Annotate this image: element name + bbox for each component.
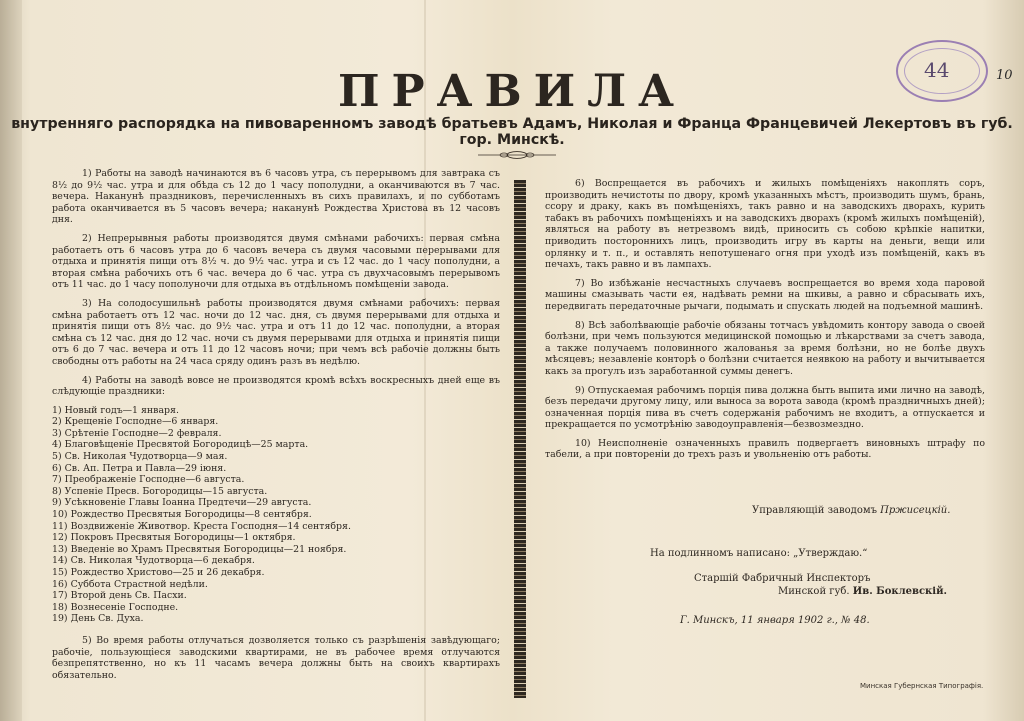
inspector-area: Минской губ.	[778, 586, 850, 597]
approval-note: На подлинномъ написано: „Утверждаю.“	[650, 548, 868, 559]
right-column	[545, 178, 985, 468]
holiday-item: 3) Срѣтеніе Господне—2 февраля.	[52, 427, 222, 439]
holiday-item: 1) Новый годъ—1 января.	[52, 404, 179, 416]
inspector-signature	[778, 586, 947, 597]
column-divider	[514, 180, 526, 698]
holiday-item: 2) Крещеніе Господне—6 января.	[52, 416, 219, 428]
inspector-label: Старшій Фабричный Инспекторъ	[694, 573, 871, 584]
holiday-item: 19) День Св. Духа.	[52, 613, 144, 625]
date-line: Г. Минскъ, 11 января 1902 г., № 48.	[680, 615, 870, 626]
holiday-item: 7) Преображеніе Господне—6 августа.	[52, 474, 245, 486]
holiday-item: 17) Второй день Св. Пасхи.	[52, 590, 187, 602]
rule-3: 3) На солодосушильнѣ работы производятся двумя смѣнами рабочихъ: первая смѣна работаетъ отъ 12 час. ночи до 12 час. дня, съ двумя перерывами для отдыха и принятія пищи отъ 8½ час. до 9½ час. утра и отъ 11 до 12 час. пополудни, а вторая смѣна съ 12 час. дня до 12 час. ночи съ двумя перерывами для отдыха и принятія пищи отъ 6 до 7 час. вечера и отъ 11 до 12 часовъ ночи; при чемъ всѣ рабочіе должны быть свободны отъ работы на 24 часа сряду одинъ разъ въ недѣлю.	[52, 297, 500, 367]
holiday-item: 11) Воздвиженіе Животвор. Креста Господня—14 сентября.	[52, 520, 351, 532]
holiday-item: 4) Благовѣщеніе Пресвятой Богородицѣ—25 марта.	[52, 439, 309, 451]
manager-name: Пржисецкій.	[880, 505, 951, 516]
left-column	[52, 168, 500, 688]
holiday-item: 13) Введеніе во Храмъ Пресвятыя Богородицы—21 ноября.	[52, 543, 347, 555]
holiday-item: 15) Рождество Христово—25 и 26 декабря.	[52, 567, 265, 578]
page-number: 10	[996, 68, 1013, 83]
stamp-number: 44	[924, 58, 950, 82]
holiday-item: 14) Св. Николая Чудотворца—6 декабря.	[52, 555, 255, 567]
manager-label: Управляющій заводомъ	[752, 505, 877, 516]
ornament-divider	[478, 150, 556, 160]
document-subtitle: внутренняго распорядка на пивоваренномъ заводѣ братьевъ Адамъ, Николая и Франца Францевичей Лекертовъ въ губ. гор. Минскѣ.	[11, 116, 1013, 148]
holiday-item: 8) Успеніе Пресв. Богородицы—15 августа.	[52, 485, 268, 497]
rule-4: 4) Работы на заводѣ вовсе не производятся кромѣ всѣхъ воскресныхъ дней еще въ слѣдующіе праздники:	[52, 374, 500, 398]
holiday-item: 12) Покровъ Пресвятыя Богородицы—1 октября.	[52, 532, 296, 544]
holiday-item: 16) Суббота Страстной недѣли.	[52, 578, 208, 590]
holiday-item: 10) Рождество Пресвятыя Богородицы—8 сентября.	[52, 509, 312, 521]
holiday-item: 9) Усѣкновеніе Главы Іоанна Предтечи—29 августа.	[52, 497, 312, 509]
manager-signature	[752, 505, 950, 516]
rule-7: 7) Во избѣжаніе несчастныхъ случаевъ воспрещается во время хода паровой машины смазывать части ея, надѣвать ремни на шкивы, а равно и сбрасывать ихъ, передвигать передаточные рычаги, подымать и спускать людей на подъемной машинѣ.	[545, 277, 985, 312]
rule-9: 9) Отпускаемая рабочимъ порція пива должна быть выпита ими лично на заводѣ, безъ передачи другому лицу, или выноса за ворота завода (кромѣ праздничныхъ дней); означенная порція пива въ счетъ содержанія рабочимъ не входитъ, а отпускается и прекращается по усмотрѣнію заводоуправленія—безвозмездно.	[545, 384, 985, 431]
rule-8: 8) Всѣ заболѣвающіе рабочіе обязаны тотчасъ увѣдомить контору завода о своей болѣзни, при чемъ пользуются медицинской помощью и лѣкарствами за счетъ завода, а также получаемъ половинного жалованья за время болѣзни, но не болѣе двухъ мѣсяцевъ; незавленіе конторѣ о болѣзни считается неявкою на работу и вычитывается какъ за прогулъ изъ заработанной суммы денегъ.	[545, 319, 985, 377]
holiday-item: 18) Вознесеніе Господне.	[52, 601, 179, 613]
rule-6: 6) Воспрещается въ рабочихъ и жилыхъ помѣщеніяхъ накоплять соръ, производить нечистоты по двору, кромѣ указанныхъ мѣстъ, производить шумъ, брань, ссору и драку, какъ въ помѣщеніяхъ, такъ равно и на заводскихъ дворахъ, курить табакъ въ рабочихъ помѣщеніяхъ и на заводскихъ дворахъ (кромѣ жилыхъ помѣщеній), являться на работу въ нетрезвомъ видѣ, приносить съ собою крѣпкіе напитки, приводить постороннихъ лицъ, производить игру въ карты на деньги, вещи или орлянку и т. п., и оставлять непотушенаго огня при уходѣ изъ помѣщеній, какъ въ печахъ, такъ равно и въ лампахъ.	[545, 178, 985, 271]
holiday-item: 6) Св. Ап. Петра и Павла—29 іюня.	[52, 462, 227, 474]
printer-imprint: Минская Губернская Типографія.	[860, 682, 984, 690]
document-title: ПРАВИЛА	[338, 66, 686, 117]
holiday-list	[52, 405, 500, 625]
rule-10: 10) Неисполненіе означенныхъ правилъ подвергаетъ виновныхъ штрафу по табели, а при повтореніи до трехъ разъ и увольненію отъ работы.	[545, 437, 985, 461]
holiday-item: 5) Св. Николая Чудотворца—9 мая.	[52, 451, 228, 463]
inspector-name: Ив. Боклевскій.	[852, 586, 947, 597]
rule-5: 5) Во время работы отлучаться дозволяется только съ разрѣшенія завѣдующаго; рабочіе, пользующіеся заводскими квартирами, не въ рабочее время отлучаются безпрепятственно, но къ 11 часамъ вечера должны быть на своихъ квартирахъ обязательно.	[52, 634, 500, 681]
rule-2: 2) Непрерывныя работы производятся двумя смѣнами рабочихъ: первая смѣна работаетъ отъ 6 часовъ утра до 6 часовъ вечера съ двумя часовыми перерывами для отдыха и принятія пищи отъ 8½ ч. до 9½ час. утра и съ 12 час. до 1 часу пополудни, а вторая смѣна рабочихъ отъ 6 час. вечера до 6 час. утра съ двухчасовымъ перерывомъ отъ 11 час. до 1 часу пополуночи для отдыха въ отдѣльномъ помѣщеніи завода.	[52, 232, 500, 291]
rule-1: 1) Работы на заводѣ начинаются въ 6 часовъ утра, съ перерывомъ для завтрака съ 8½ до 9½ час. утра и для обѣда съ 12 до 1 часу пополудни, а оканчиваются въ 7 час. вечера. Наканунѣ праздниковъ, перечисленныхъ въ сихъ правилахъ, и по субботамъ работа оканчивается въ 5 часовъ вечера; наканунѣ Рождества Христова въ 12 часовъ дня.	[52, 168, 500, 226]
